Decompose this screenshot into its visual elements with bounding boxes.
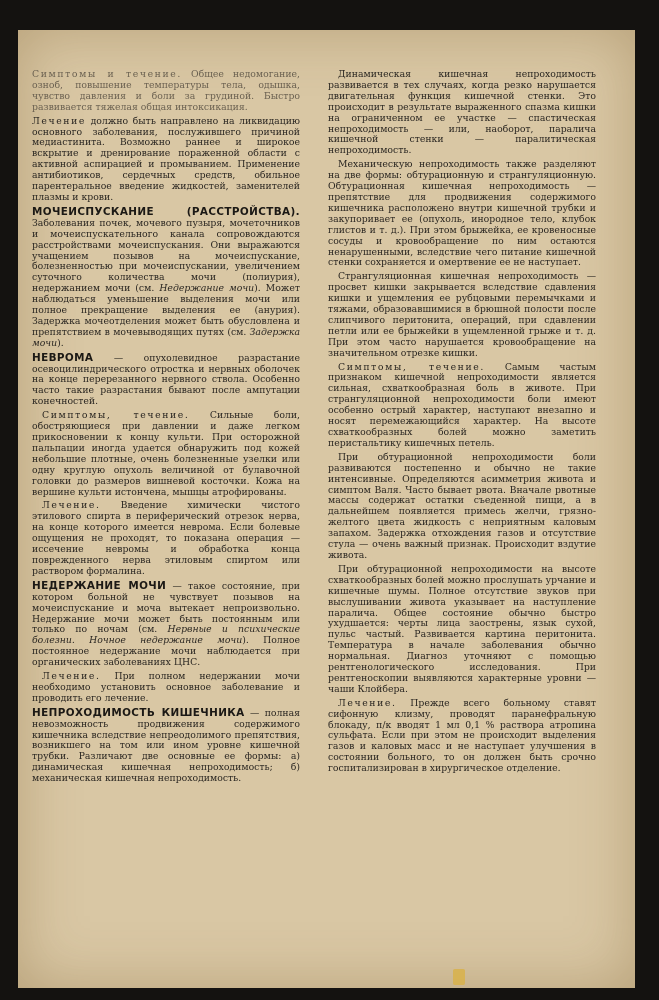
paragraph-text: Самым частым признаком кишечной непроходимости является сильная, схваткообразная боль в животе. При странгуляционной непроходимости боли имеют особенно острый характер, наступают внезапно и носят перемежающийся характер. На высоте схваткообразных болей можно заметить перистальтику кишечных петель. xyxy=(328,361,596,449)
entry-neuroma xyxy=(32,353,300,409)
cross-reference: Недержание мочи xyxy=(159,283,255,295)
paragraph-auscultation: При обтурационной непроходимости на высоте схваткообразных болей можно прослушать урчание и кишечные шумы. Полное отсутствие звуков при выслушивании живота указывает на наступление паралича. Общее состояние обычно быстро ухудшается: черты лица заострены, язык сухой, пульс частый. Развивается картина перитонита. Температура в начале заболевания обычно нормальная. Диагноз уточняют с помощью рентгенологического исследования. При рентгеноскопии выявляются характерные уровни — чаши Клойбера. xyxy=(328,563,596,695)
entry-title: НЕДЕРЖАНИЕ МОЧИ xyxy=(32,579,167,592)
paragraph-text: Заболевания почек, мочевого пузыря, мочеточников и мочеиспускательного канала сопровождаются расстройствами мочеиспускания. Они выражаются учащением позывов на мочеиспускание, болезненностью при мочеиспускании, увеличением суточного количества мочи (полиурия), недержанием мочи (см. xyxy=(32,217,300,295)
book-page xyxy=(18,30,635,988)
entry-incontinence xyxy=(32,581,300,669)
paragraph-text: — такое состояние, при котором больной не чувствует позывов на мочеиспускание и моча вытекает непроизвольно. Недержание мочи может быть постоянным или только по ночам (см. xyxy=(32,580,300,636)
right-column xyxy=(328,70,596,778)
section-label: Симптомы и течение. xyxy=(32,69,182,80)
paragraph-mediastinitis-treatment xyxy=(32,117,300,204)
section-label: Лечение. xyxy=(42,671,101,683)
entry-title: НЕПРОХОДИМОСТЬ КИШЕЧНИКА xyxy=(32,706,245,719)
watermark-logo xyxy=(453,968,635,988)
entry-urination xyxy=(32,207,300,350)
paragraph-mediastinitis-symptoms xyxy=(32,70,300,114)
paragraph-text: должно быть направлено на ликвидацию основного заболевания, послужившего причиной медиастинита. Возможно раннее и широкое вскрытие и дренирование пораженной области с активной аспирацией и промыванием. Применение антибиотиков, сердечных средств, обильное парентеральное введение жидкостей, заменителей плазмы и крови. xyxy=(32,115,300,203)
paragraph-text: Прежде всего больному ставят сифонную клизму, проводят паранефральную блокаду, п/к вводят 1 мл 0,1 % раствора атропина сульфата. Если при этом не происходит выделения газов и каловых масс и не наступает улучшения в состоянии больного, то он должен быть срочно госпитализирован в хирургическое отделение. xyxy=(328,697,596,775)
entry-title: МОЧЕИСПУСКАНИЕ (РАССТРОЙСТВА). xyxy=(32,205,300,218)
entry-title: НЕВРОМА xyxy=(32,351,94,364)
paragraph-text: ). Может наблюдаться уменьшение выделения мочи или полное прекращение выделения ее (анурия). Задержка мочеотделения может быть обусловлена и препятствием в мочевыводящих путях (см. xyxy=(32,283,300,338)
cross-reference: Нервные и психические болезни. Ночное недержание мочи xyxy=(32,624,300,647)
paragraph-text: — полная невозможность продвижения содержимого кишечника вследствие непреодолимого препятствия, возникшего на том или ином уровне кишечной трубки. Различают две основные ее формы: а) динамическая кишечная непроходимость; б) механическая кишечная непроходимость. xyxy=(32,707,300,785)
paragraph-text: Сильные боли, обостряющиеся при давлении и даже легком прикосновении к концу культи. При осторожной пальпации иногда удается обнаружить под кожей небольшие плотные, очень болезненные узелки или одну круглую опухоль величиной от булавочной головки до размеров вишневой косточки. Кожа на вершине культи истончена, мышцы атрофированы. xyxy=(32,410,300,498)
paragraph-text: Общее недомогание, озноб, повышение температуры тела, одышка, чувство давления и боли за грудиной. Быстро развивается тяжелая общая интоксикация. xyxy=(32,69,300,113)
section-label: Лечение. xyxy=(42,500,101,512)
paragraph-neuroma-symptoms xyxy=(32,411,300,498)
section-label: Симптомы, течение. xyxy=(338,361,485,373)
paragraph-mechanical-obstruction: Механическую непроходимость также разделяют на две формы: обтурационную и странгуляционную. Обтурационная кишечная непроходимость — препятствие для продвижения содержимого кишечника расположено внутри кишечной трубки и закупоривает ее (опухоль, инородное тело, клубок глистов и т. д.). При этом брыжейка, ее кровеносные сосуды и кровообращение по ним остаются ненарушенными, вследствие чего питание кишечной стенки сохраняется и омертвение ее не наступает. xyxy=(328,159,596,269)
paragraph-text: ). xyxy=(57,337,64,349)
left-column xyxy=(32,70,300,788)
paragraph-obstruction-symptoms xyxy=(328,363,596,450)
paragraph-dynamic-obstruction: Динамическая кишечная непроходимость развивается в тех случаях, когда резко нарушается двигательная функция кишечной стенки. Это происходит в результате выраженного спазма кишки на ограниченном ее участке — спастическая непроходимость — или, наоборот, паралича кишечной стенки — паралитическая непроходимость. xyxy=(328,69,596,157)
paragraph-incontinence-treatment xyxy=(32,672,300,705)
paragraph-strangulation: Странгуляционная кишечная непроходимость — просвет кишки закрывается вследствие сдавления кишки и ущемления ее рубцовыми перемычками и тяжами, образовавшимися в брюшной полости после слипчивого перитонита, операций, при сдавлении петли или ее брыжейки в ущемленной грыже и т. д. При этом часто нарушается кровообращение на значительном отрезке кишки. xyxy=(328,271,596,359)
paragraph-text: ). Полное постоянное недержание мочи наблюдается при органических заболеваниях ЦНС. xyxy=(32,635,300,669)
section-label: Лечение. xyxy=(338,697,397,709)
section-label: Лечение xyxy=(32,115,87,127)
cross-reference: Задержка мочи xyxy=(32,326,300,349)
entry-intestinal-obstruction xyxy=(32,708,300,785)
paragraph-text: Введение химически чистого этилового спирта в периферический отрезок нерва, на конце которого имеется неврома. Если болевые ощущения не проходят, то показана операция — иссечение невромы и обработка конца поврежденного нерва этиловым спиртом или раствором формалина. xyxy=(32,500,300,577)
paragraph-text: — опухолевидное разрастание осевоцилиндрического отростка и нервных оболочек на конце перерезанного нервного ствола. Особенно часто такие разрастания бывают после ампутации конечностей. xyxy=(32,352,300,408)
paragraph-neuroma-treatment xyxy=(32,501,300,577)
paragraph-text: При полном недержании мочи необходимо установить основное заболевание и проводить его лечение. xyxy=(32,671,300,704)
paragraph-obturation-pain: При обтурационной непроходимости боли развиваются постепенно и обычно не такие интенсивные. Определяются асимметрия живота и симптом Валя. Часто бывает рвота. Вначале рвотные массы содержат остатки съеденной пищи, а в дальнейшем появляется примесь желчи, грязно-желтого цвета жидкость с неприятным каловым запахом. Задержка отхождения газов и отсутствие стула — очень важный признак. Происходит вздутие живота. xyxy=(328,451,596,561)
section-label: Симптомы, течение. xyxy=(42,410,190,422)
fleamarket-icon xyxy=(453,969,465,985)
paragraph-obstruction-treatment xyxy=(328,699,596,775)
